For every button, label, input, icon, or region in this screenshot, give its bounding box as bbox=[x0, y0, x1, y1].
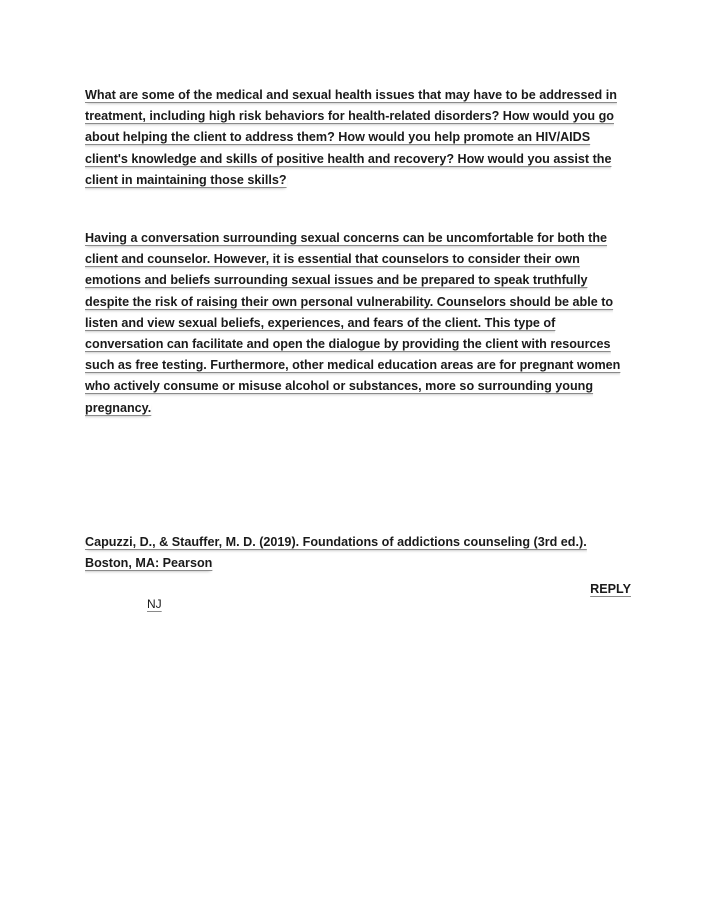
question-paragraph bbox=[85, 85, 633, 191]
citation-text: Capuzzi, D., & Stauffer, M. D. (2019). Foundations of addictions counseling (3rd ed.). Boston, MA: Pearson bbox=[85, 535, 587, 571]
question-text: What are some of the medical and sexual health issues that may have to be addressed in treatment, including high risk behaviors for health-related disorders? How would you go about helping the client to address them? How would you help promote an HIV/AIDS client's knowledge and skills of positive health and recovery? How would you assist the client in maintaining those skills? bbox=[85, 88, 617, 187]
answer-paragraph bbox=[85, 228, 633, 419]
citation-paragraph bbox=[85, 532, 633, 574]
answer-text: Having a conversation surrounding sexual concerns can be uncomfortable for both the client and counselor. However, it is essential that counselors to consider their own emotions and beliefs surrounding sexual issues and be prepared to speak truthfully despite the risk of raising their own personal vulnerability. Counselors should be able to listen and view sexual beliefs, experiences, and fears of the client. This type of conversation can facilitate and open the dialogue by providing the client with resources such as free testing. Furthermore, other medical education areas are for pregnant women who actively consume or misuse alcohol or substances, more so surrounding young pregnancy. bbox=[85, 231, 621, 415]
reply-button[interactable]: REPLY bbox=[590, 582, 631, 596]
author-initials-link[interactable]: NJ bbox=[147, 597, 162, 611]
